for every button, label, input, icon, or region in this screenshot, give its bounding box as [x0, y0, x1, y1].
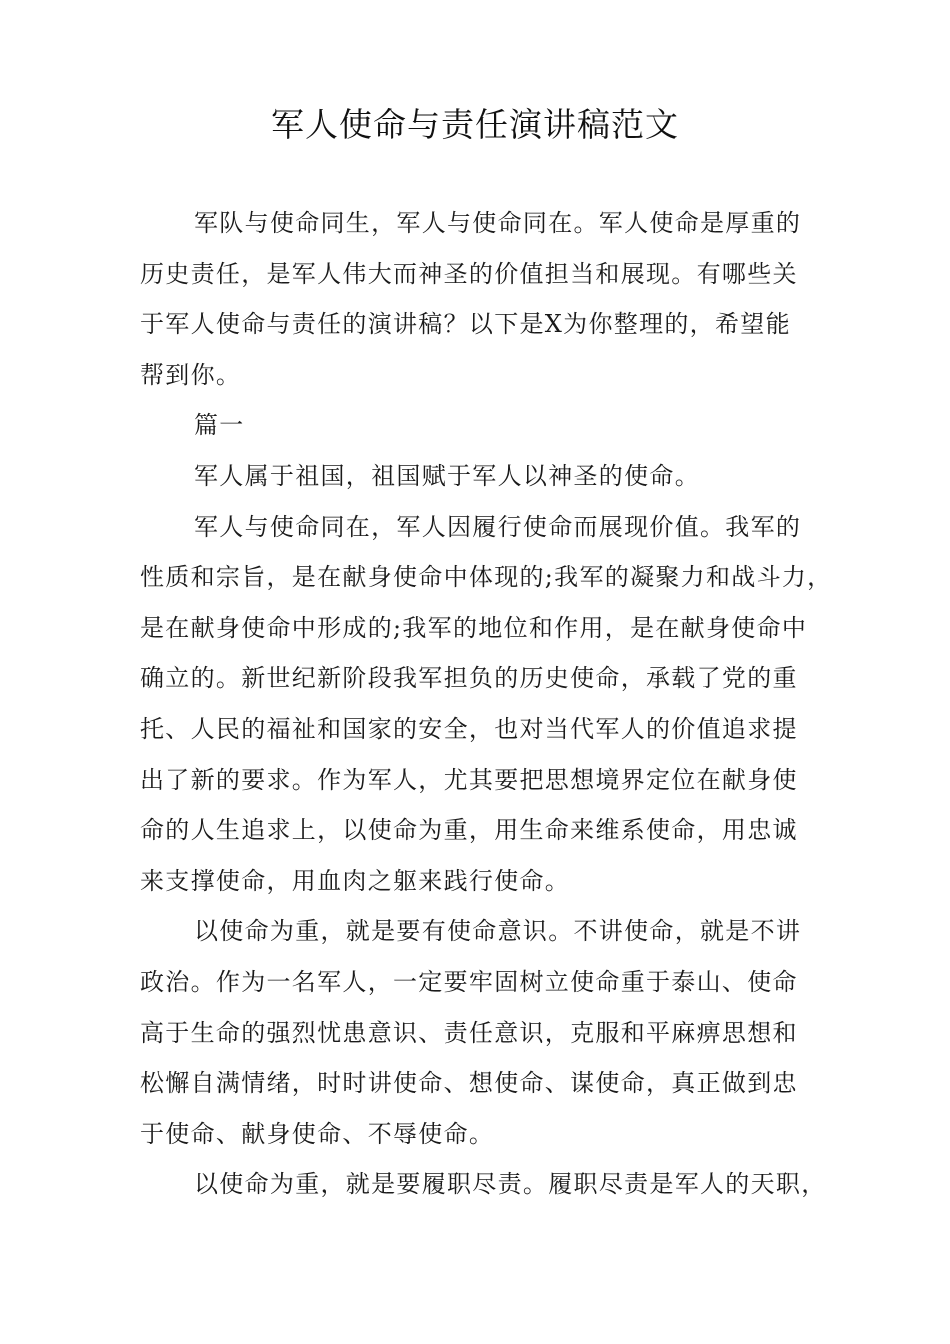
section-heading: 篇一: [194, 411, 245, 440]
paragraph-line: 军人与使命同在，军人因履行使命而展现价值。我军的: [194, 512, 802, 541]
paragraph-line: 确立的。新世纪新阶段我军担负的历史使命，承载了党的重: [140, 664, 798, 693]
paragraph-line: 以使命为重，就是要有使命意识。不讲使命，就是不讲: [194, 917, 802, 946]
paragraph-line: 以使命为重，就是要履职尽责。履职尽责是军人的天职，: [194, 1170, 827, 1199]
paragraph-line: 命的人生追求上，以使命为重，用生命来维系使命，用忠诚: [140, 816, 798, 845]
paragraph-line: 性质和宗旨，是在献身使命中体现的;我军的凝聚力和战斗力，: [140, 563, 833, 592]
paragraph-line: 出了新的要求。作为军人，尤其要把思想境界定位在献身使: [140, 765, 798, 794]
paragraph-line: 是在献身使命中形成的;我军的地位和作用，是在献身使命中: [140, 613, 808, 642]
paragraph-line: 军人属于祖国，祖国赋于军人以神圣的使命。: [194, 461, 700, 490]
paragraph-line: 政治。作为一名军人，一定要牢固树立使命重于泰山、使命: [140, 967, 798, 996]
paragraph-line: 帮到你。: [140, 360, 242, 389]
paragraph-line: 历史责任，是军人伟大而神圣的价值担当和展现。有哪些关: [140, 259, 798, 288]
paragraph-line: 于军人使命与责任的演讲稿？以下是X为你整理的，希望能: [140, 310, 791, 339]
document-body: [140, 198, 833, 1210]
paragraph-line: 托、人民的福祉和国家的安全，也对当代军人的价值追求提: [140, 714, 798, 743]
document-title: 军人使命与责任演讲稿范文: [271, 105, 679, 144]
paragraph-line: 松懈自满情绪，时时讲使命、想使命、谋使命，真正做到忠: [140, 1069, 798, 1098]
paragraph-line: 于使命、献身使命、不辱使命。: [140, 1119, 495, 1148]
paragraph-line: 高于生命的强烈忧患意识、责任意识，克服和平麻痹思想和: [140, 1018, 798, 1047]
paragraph-line: 军队与使命同生，军人与使命同在。军人使命是厚重的: [194, 209, 802, 237]
paragraph-line: 来支撑使命，用血肉之躯来践行使命。: [140, 866, 571, 895]
